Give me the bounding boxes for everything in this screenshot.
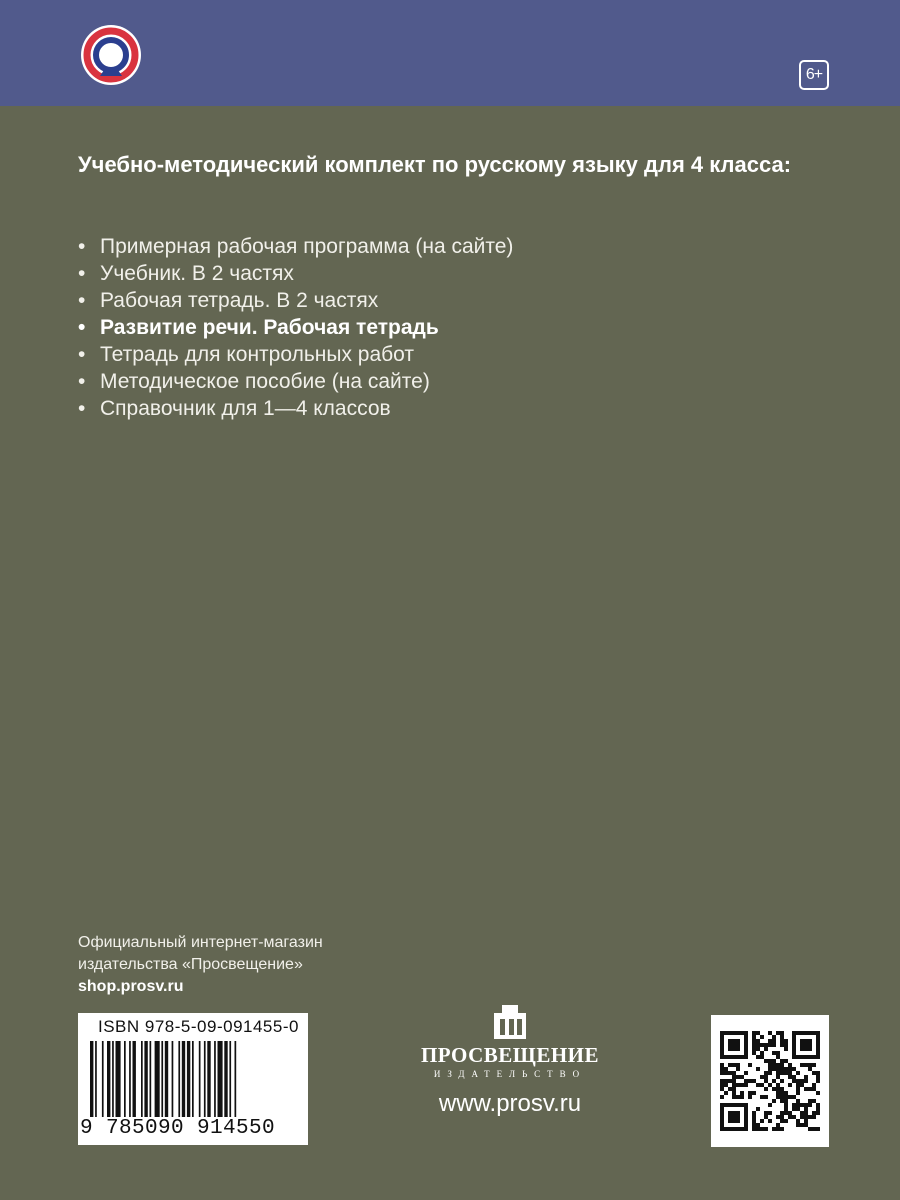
publisher-name: ПРОСВЕЩЕНИЕ (420, 1043, 600, 1067)
shop-line: Официальный интернет-магазин (78, 934, 323, 951)
barcode-icon (82, 1041, 304, 1117)
kit-item-text: Примерная рабочая программа (на сайте) (100, 235, 514, 258)
barcode-box (78, 1013, 308, 1145)
publisher-subtitle: ИЗДАТЕЛЬСТВО (433, 1069, 587, 1079)
kit-item (78, 233, 798, 260)
kit-item-text: Справочник для 1—4 классов (100, 397, 391, 420)
bullet: • (78, 289, 86, 312)
kit-list (78, 233, 798, 422)
kit-item-highlighted (78, 314, 798, 341)
bullet: • (78, 397, 86, 420)
shop-info (78, 932, 418, 998)
publisher-ip-mark-icon (490, 1005, 530, 1039)
kit-item-text: Развитие речи. Рабочая тетрадь (100, 316, 439, 339)
bullet: • (78, 262, 86, 285)
kit-item (78, 260, 798, 287)
kit-item (78, 368, 798, 395)
kit-item (78, 395, 798, 422)
shop-line: издательства «Просвещение» (78, 956, 303, 973)
bullet: • (78, 235, 86, 258)
shop-url-link[interactable]: shop.prosv.ru (78, 978, 184, 995)
publisher-logo (410, 1005, 610, 1085)
qr-code-box[interactable] (711, 1015, 829, 1147)
barcode-digits: 9 785090 914550 (80, 1117, 276, 1140)
bullet: • (78, 370, 86, 393)
kit-item (78, 341, 798, 368)
kit-item-text: Учебник. В 2 частях (100, 262, 294, 285)
age-rating-badge: 6+ (799, 60, 829, 90)
kit-item-text: Тетрадь для контрольных работ (100, 343, 415, 366)
bullet: • (78, 316, 86, 339)
kit-item (78, 287, 798, 314)
kit-item-text: Методическое пособие (на сайте) (100, 370, 430, 393)
publisher-site-link[interactable]: www.prosv.ru (438, 1090, 582, 1117)
kit-heading: Учебно-методический комплект по русскому языку для 4 класса: (78, 152, 792, 177)
isbn-text: ISBN 978-5-09-091455-0 (98, 1017, 299, 1036)
bullet: • (78, 343, 86, 366)
publisher-globe-logo-icon (80, 24, 142, 86)
qr-code-icon (720, 1026, 820, 1136)
kit-item-text: Рабочая тетрадь. В 2 частях (100, 289, 379, 312)
